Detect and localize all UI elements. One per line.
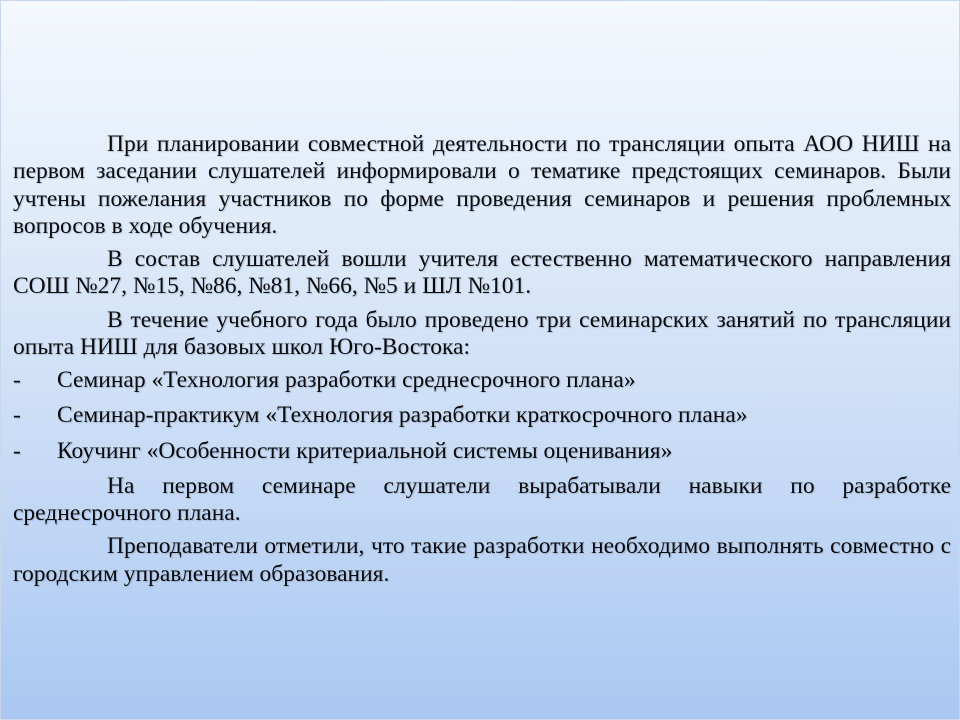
paragraph-seminars-intro: В течение учебного года было проведено три семинарских занятий по трансляции опыта НИШ для базовых школ Юго-Востока: bbox=[13, 306, 951, 360]
paragraph-first-seminar: На первом семинаре слушатели вырабатывали навыки по разработке среднесрочного плана. bbox=[13, 472, 951, 526]
paragraph-planning: При планировании совместной деятельности по трансляции опыта АОО НИШ на первом заседании слушателей информировали о тематике предстоящих семинаров. Были учтены пожелания участников по форме проведения семинаров и решения проблемных вопросов в ходе обучения. bbox=[13, 131, 951, 239]
paragraph-participants: В состав слушателей вошли учителя естественно математического направления СОШ №27, №15, №86, №81, №66, №5 и ШЛ №101. bbox=[13, 246, 951, 300]
list-item-text: Коучинг «Особенности критериальной системы оценивания» bbox=[57, 437, 673, 464]
bullet-dash: - bbox=[13, 367, 21, 393]
bullet-dash: - bbox=[13, 437, 21, 464]
list-item-text: Семинар «Технология разработки среднесрочного плана» bbox=[57, 367, 636, 393]
list-item bbox=[13, 367, 951, 394]
list-item-text: Семинар-практикум «Технология разработки краткосрочного плана» bbox=[57, 402, 748, 429]
list-item bbox=[13, 438, 951, 465]
bullet-dash: - bbox=[13, 402, 21, 429]
slide-text-body bbox=[13, 131, 951, 594]
paragraph-teachers-noted: Преподаватели отметили, что такие разработки необходимо выполнять совместно с городским управлением образования. bbox=[13, 533, 951, 587]
seminar-list bbox=[13, 367, 951, 465]
list-item bbox=[13, 402, 951, 429]
